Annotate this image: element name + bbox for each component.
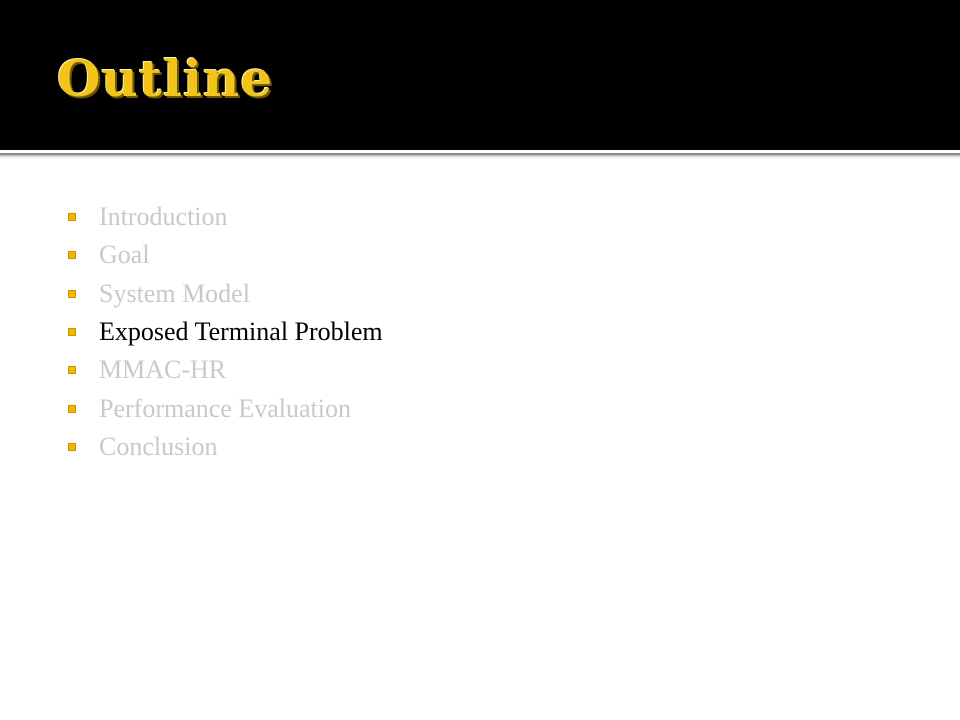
outline-item-label: Goal [99, 240, 150, 270]
outline-item-label-active: Exposed Terminal Problem [99, 317, 383, 347]
outline-item-introduction [68, 198, 383, 236]
outline-item-label: System Model [99, 278, 250, 308]
square-bullet-icon [68, 213, 76, 221]
outline-item-label: Performance Evaluation [99, 393, 351, 423]
square-bullet-icon [68, 251, 76, 259]
outline-item-label: Introduction [99, 202, 228, 232]
outline-item-label: MMAC-HR [99, 355, 227, 385]
outline-item-mmac-hr [68, 351, 383, 389]
outline-item-goal [68, 236, 383, 274]
outline-list [68, 198, 383, 466]
square-bullet-icon [68, 405, 76, 413]
outline-item-system-model [68, 275, 383, 313]
square-bullet-icon [68, 290, 76, 298]
outline-item-performance-evaluation [68, 389, 383, 427]
title-bar [0, 0, 960, 150]
outline-item-label: Conclusion [99, 431, 218, 461]
title-divider [0, 150, 960, 158]
outline-item-conclusion [68, 428, 383, 466]
square-bullet-icon [68, 443, 76, 451]
square-bullet-icon [68, 328, 76, 336]
outline-item-exposed-terminal-problem [68, 313, 383, 351]
slide-title: Outline [57, 49, 274, 108]
square-bullet-icon [68, 366, 76, 374]
